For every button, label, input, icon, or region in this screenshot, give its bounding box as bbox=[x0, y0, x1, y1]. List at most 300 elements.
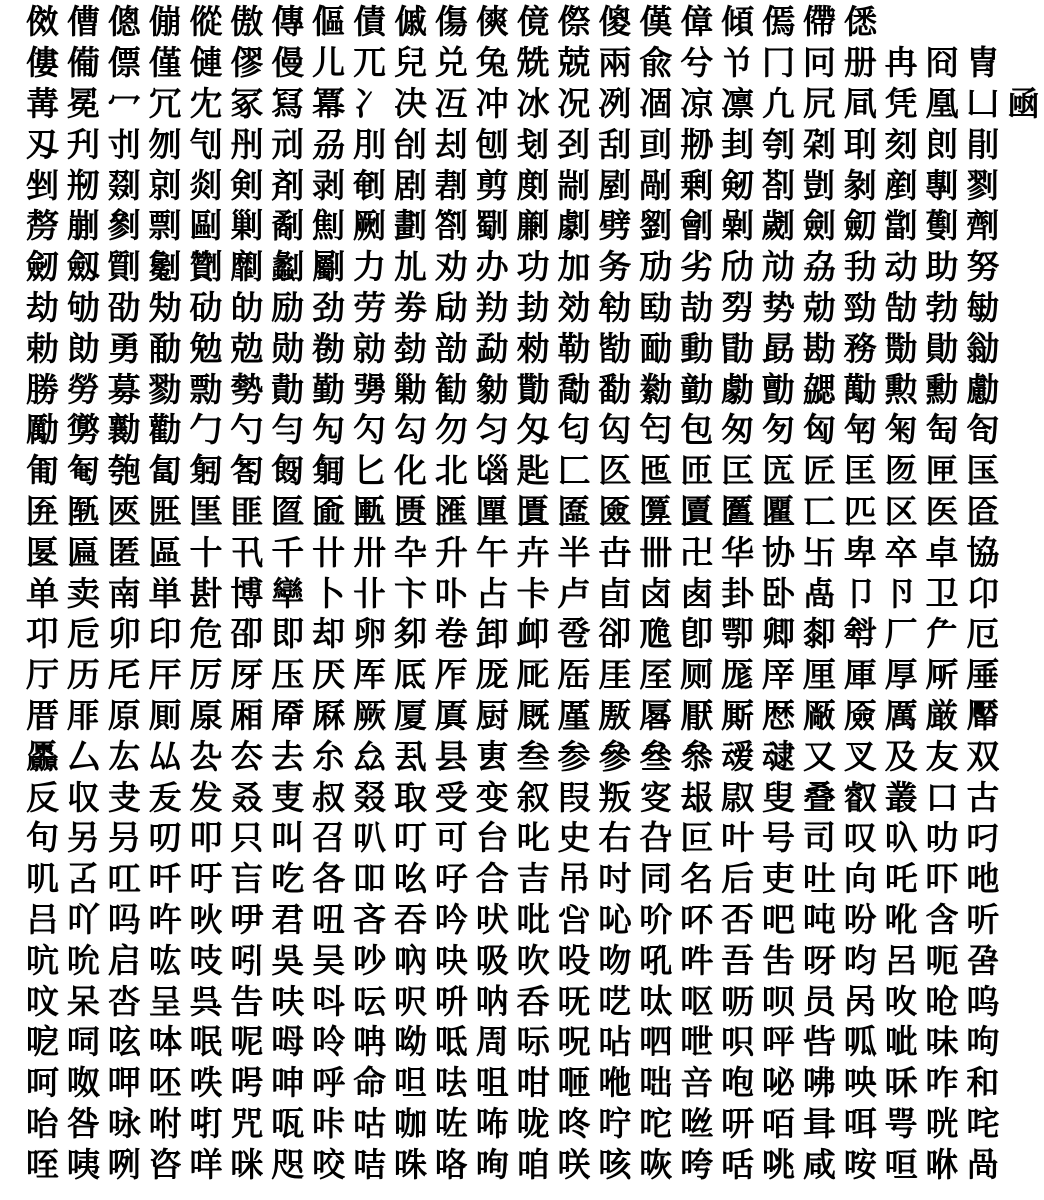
glyph: 匩 bbox=[189, 491, 223, 531]
glyph: 吥 bbox=[680, 899, 714, 939]
glyph: 卖 bbox=[66, 573, 100, 613]
glyph: 劭 bbox=[107, 287, 141, 327]
glyph: 勣 bbox=[271, 369, 305, 409]
glyph: 剉 bbox=[25, 165, 59, 205]
glyph: 厛 bbox=[925, 655, 959, 695]
glyph: 咔 bbox=[312, 1103, 346, 1143]
glyph: 叡 bbox=[843, 777, 877, 817]
glyph: 咜 bbox=[639, 1103, 673, 1143]
glyph: 僇 bbox=[230, 43, 264, 83]
glyph-row bbox=[22, 573, 1000, 614]
glyph: 匥 bbox=[25, 491, 59, 531]
glyph: 刭 bbox=[557, 124, 591, 164]
glyph: 刯 bbox=[639, 124, 673, 164]
glyph: 匟 bbox=[761, 451, 795, 491]
glyph: 凅 bbox=[639, 83, 673, 123]
glyph: 卉 bbox=[516, 532, 550, 572]
glyph: 劗 bbox=[189, 247, 223, 287]
glyph: 咸 bbox=[802, 1144, 836, 1184]
glyph: 匯 bbox=[434, 491, 468, 531]
glyph: 匸 bbox=[802, 491, 836, 531]
glyph: 咭 bbox=[353, 1144, 387, 1184]
glyph: 劒 bbox=[25, 247, 59, 287]
glyph: 周 bbox=[475, 1022, 509, 1062]
glyph: 呸 bbox=[148, 1063, 182, 1103]
glyph: 匄 bbox=[639, 410, 673, 450]
glyph: 卬 bbox=[966, 573, 1000, 613]
glyph: 压 bbox=[271, 655, 305, 695]
glyph: 吗 bbox=[107, 899, 141, 939]
glyph: 匳 bbox=[598, 491, 632, 531]
glyph: 吐 bbox=[802, 859, 836, 899]
glyph: 僄 bbox=[107, 43, 141, 83]
glyph: 勎 bbox=[393, 328, 427, 368]
glyph: 助 bbox=[925, 247, 959, 287]
glyph: 厚 bbox=[884, 655, 918, 695]
glyph: 劸 bbox=[516, 287, 550, 327]
glyph: 呙 bbox=[843, 981, 877, 1021]
glyph: 劆 bbox=[516, 206, 550, 246]
glyph: 卿 bbox=[761, 614, 795, 654]
glyph: 劕 bbox=[107, 247, 141, 287]
glyph: 匠 bbox=[802, 451, 836, 491]
glyph: 咃 bbox=[598, 1063, 632, 1103]
glyph: 咓 bbox=[271, 1103, 305, 1143]
glyph: 咧 bbox=[107, 1144, 141, 1184]
glyph: 厺 bbox=[230, 736, 264, 776]
glyph: 冩 bbox=[271, 83, 305, 123]
glyph: 匃 bbox=[598, 410, 632, 450]
glyph: 傽 bbox=[680, 2, 714, 42]
glyph: 吷 bbox=[434, 940, 468, 980]
glyph: 劅 bbox=[475, 206, 509, 246]
glyph: 厒 bbox=[557, 655, 591, 695]
glyph: 刳 bbox=[761, 124, 795, 164]
glyph: 勤 bbox=[312, 369, 346, 409]
glyph: 咑 bbox=[189, 1103, 223, 1143]
glyph: 刦 bbox=[434, 124, 468, 164]
glyph: 味 bbox=[925, 1022, 959, 1062]
glyph: 咉 bbox=[843, 1063, 877, 1103]
glyph: 咩 bbox=[189, 1144, 223, 1184]
glyph: 厰 bbox=[802, 695, 836, 735]
glyph-row bbox=[22, 777, 1000, 818]
glyph: 厉 bbox=[189, 655, 223, 695]
glyph: 剥 bbox=[312, 165, 346, 205]
glyph: 匾 bbox=[66, 532, 100, 572]
glyph: 厨 bbox=[475, 695, 509, 735]
glyph: 卷 bbox=[434, 614, 468, 654]
glyph: 傯 bbox=[107, 2, 141, 42]
glyph: 吲 bbox=[230, 940, 264, 980]
glyph: 劵 bbox=[393, 287, 427, 327]
glyph: 叾 bbox=[66, 859, 100, 899]
glyph: 吚 bbox=[230, 899, 264, 939]
glyph: 咒 bbox=[230, 1103, 264, 1143]
glyph-row bbox=[22, 1103, 1000, 1145]
glyph: 匡 bbox=[843, 451, 877, 491]
glyph: 咯 bbox=[434, 1144, 468, 1184]
glyph: 凰 bbox=[925, 83, 959, 123]
glyph: 呦 bbox=[393, 1022, 427, 1062]
glyph: 吱 bbox=[189, 940, 223, 980]
glyph: 協 bbox=[966, 532, 1000, 572]
glyph: 咪 bbox=[230, 1144, 264, 1184]
glyph: 咎 bbox=[66, 1103, 100, 1143]
glyph: 参 bbox=[557, 736, 591, 776]
glyph: 刄 bbox=[25, 124, 59, 164]
glyph: 匬 bbox=[312, 491, 346, 531]
glyph: 冪 bbox=[312, 83, 346, 123]
glyph: 呹 bbox=[189, 1063, 223, 1103]
glyph: 叅 bbox=[680, 736, 714, 776]
glyph: 劔 bbox=[66, 247, 100, 287]
glyph-row bbox=[22, 451, 1000, 492]
glyph: 功 bbox=[516, 247, 550, 287]
glyph: 厼 bbox=[312, 736, 346, 776]
glyph-row bbox=[22, 165, 1000, 206]
glyph: 勺 bbox=[230, 410, 264, 450]
glyph: 台 bbox=[475, 818, 509, 858]
glyph: 呛 bbox=[925, 981, 959, 1021]
glyph: 卲 bbox=[230, 614, 264, 654]
glyph: 咦 bbox=[66, 1144, 100, 1184]
glyph: 咁 bbox=[516, 1063, 550, 1103]
glyph: 劫 bbox=[25, 287, 59, 327]
glyph: 吪 bbox=[884, 899, 918, 939]
glyph: 勭 bbox=[680, 369, 714, 409]
glyph: 卅 bbox=[353, 532, 387, 572]
glyph: 劯 bbox=[189, 287, 223, 327]
glyph: 卣 bbox=[598, 573, 632, 613]
glyph: 兑 bbox=[434, 43, 468, 83]
glyph: 兪 bbox=[639, 43, 673, 83]
glyph: 又 bbox=[802, 736, 836, 776]
glyph: 呭 bbox=[680, 1022, 714, 1062]
glyph: 呅 bbox=[25, 981, 59, 1021]
glyph: 勒 bbox=[557, 328, 591, 368]
glyph: 匝 bbox=[680, 451, 714, 491]
glyph: 傹 bbox=[516, 2, 550, 42]
glyph: 呌 bbox=[312, 981, 346, 1021]
glyph: 剷 bbox=[884, 165, 918, 205]
glyph: 剆 bbox=[925, 124, 959, 164]
glyph: 员 bbox=[802, 981, 836, 1021]
glyph: 厧 bbox=[434, 695, 468, 735]
glyph: 勽 bbox=[353, 410, 387, 450]
glyph: 却 bbox=[312, 614, 346, 654]
glyph: 匇 bbox=[761, 410, 795, 450]
glyph: 取 bbox=[393, 777, 427, 817]
glyph: 咖 bbox=[393, 1103, 427, 1143]
glyph: 匀 bbox=[475, 410, 509, 450]
glyph: 勿 bbox=[434, 410, 468, 450]
glyph: 呷 bbox=[107, 1063, 141, 1103]
glyph: 匧 bbox=[107, 491, 141, 531]
glyph: 吝 bbox=[353, 899, 387, 939]
glyph: 呺 bbox=[230, 1063, 264, 1103]
glyph: 厐 bbox=[475, 655, 509, 695]
glyph: 勚 bbox=[884, 328, 918, 368]
glyph: 可 bbox=[434, 818, 468, 858]
glyph: 即 bbox=[271, 614, 305, 654]
glyph: 咈 bbox=[802, 1063, 836, 1103]
glyph: 冉 bbox=[884, 43, 918, 83]
glyph-row bbox=[22, 818, 1000, 859]
glyph: 含 bbox=[925, 899, 959, 939]
glyph: 吸 bbox=[475, 940, 509, 980]
glyph: 吢 bbox=[557, 899, 591, 939]
glyph: 吏 bbox=[761, 859, 795, 899]
glyph: 勧 bbox=[434, 369, 468, 409]
glyph: 傳 bbox=[271, 2, 305, 42]
glyph: 厓 bbox=[598, 655, 632, 695]
glyph: 劚 bbox=[312, 247, 346, 287]
glyph: 務 bbox=[843, 328, 877, 368]
glyph: 呫 bbox=[598, 1022, 632, 1062]
glyph: 卨 bbox=[802, 573, 836, 613]
glyph: 叆 bbox=[721, 736, 755, 776]
glyph: 劖 bbox=[148, 247, 182, 287]
glyph: 叓 bbox=[271, 777, 305, 817]
glyph: 呪 bbox=[557, 1022, 591, 1062]
glyph: 卶 bbox=[393, 614, 427, 654]
glyph: 吂 bbox=[230, 859, 264, 899]
glyph: 咢 bbox=[884, 1103, 918, 1143]
glyph: 僀 bbox=[802, 2, 836, 42]
glyph: 呍 bbox=[353, 981, 387, 1021]
glyph: 叁 bbox=[516, 736, 550, 776]
glyph: 呋 bbox=[271, 981, 305, 1021]
glyph: 厂 bbox=[884, 614, 918, 654]
glyph: 凵 bbox=[966, 83, 1000, 123]
glyph: 匶 bbox=[721, 491, 755, 531]
glyph: 咍 bbox=[25, 1103, 59, 1143]
glyph: 呶 bbox=[66, 1063, 100, 1103]
glyph: 呝 bbox=[25, 1022, 59, 1062]
glyph: 厈 bbox=[148, 655, 182, 695]
glyph: 効 bbox=[557, 287, 591, 327]
glyph: 勮 bbox=[721, 369, 755, 409]
glyph: 勸 bbox=[148, 410, 182, 450]
glyph: 匫 bbox=[271, 491, 305, 531]
glyph: 决 bbox=[393, 83, 427, 123]
glyph-row bbox=[22, 859, 1000, 900]
glyph: 剡 bbox=[189, 165, 223, 205]
glyph: 占 bbox=[475, 573, 509, 613]
glyph: 呚 bbox=[884, 981, 918, 1021]
glyph: 呕 bbox=[680, 981, 714, 1021]
glyph: 吞 bbox=[393, 899, 427, 939]
glyph: 勼 bbox=[312, 410, 346, 450]
glyph: 听 bbox=[966, 899, 1000, 939]
glyph: 剭 bbox=[598, 165, 632, 205]
glyph: 吻 bbox=[598, 940, 632, 980]
glyph: 傮 bbox=[66, 2, 100, 42]
glyph: 冰 bbox=[516, 83, 550, 123]
glyph: 呾 bbox=[393, 1063, 427, 1103]
glyph: 刏 bbox=[189, 124, 223, 164]
glyph: 匿 bbox=[107, 532, 141, 572]
glyph: 厀 bbox=[802, 614, 836, 654]
glyph: 匚 bbox=[557, 451, 591, 491]
glyph: 卤 bbox=[639, 573, 673, 613]
glyph: 勂 bbox=[884, 287, 918, 327]
glyph: 卍 bbox=[680, 532, 714, 572]
glyph: 厝 bbox=[25, 695, 59, 735]
glyph: 呱 bbox=[843, 1022, 877, 1062]
glyph: 劌 bbox=[761, 206, 795, 246]
glyph: 劏 bbox=[884, 206, 918, 246]
glyph: 剠 bbox=[148, 165, 182, 205]
glyph: 劐 bbox=[925, 206, 959, 246]
glyph: 冢 bbox=[230, 83, 264, 123]
glyph: 势 bbox=[761, 287, 795, 327]
glyph: 咙 bbox=[516, 1103, 550, 1143]
glyph: 卡 bbox=[516, 573, 550, 613]
glyph: 勩 bbox=[516, 369, 550, 409]
glyph: 十 bbox=[189, 532, 223, 572]
glyph: 吟 bbox=[434, 899, 468, 939]
glyph: 厗 bbox=[761, 655, 795, 695]
glyph: 劍 bbox=[802, 206, 836, 246]
glyph: 勢 bbox=[230, 369, 264, 409]
glyph: 史 bbox=[557, 818, 591, 858]
glyph: 劲 bbox=[312, 287, 346, 327]
glyph: 吮 bbox=[66, 940, 100, 980]
glyph: 単 bbox=[148, 573, 182, 613]
glyph: 咋 bbox=[925, 1063, 959, 1103]
glyph: 后 bbox=[721, 859, 755, 899]
glyph: 叠 bbox=[802, 777, 836, 817]
glyph: 叻 bbox=[925, 818, 959, 858]
glyph: 呏 bbox=[434, 981, 468, 1021]
glyph: 劇 bbox=[557, 206, 591, 246]
glyph: 厏 bbox=[434, 655, 468, 695]
glyph: 吅 bbox=[353, 859, 387, 899]
glyph: 厣 bbox=[271, 695, 305, 735]
glyph: 傲 bbox=[230, 2, 264, 42]
glyph: 叕 bbox=[353, 777, 387, 817]
glyph: 劘 bbox=[230, 247, 264, 287]
glyph: 千 bbox=[271, 532, 305, 572]
glyph: 咹 bbox=[843, 1144, 877, 1184]
glyph: 僆 bbox=[189, 43, 223, 83]
glyph: 咊 bbox=[884, 1063, 918, 1103]
glyph: 叞 bbox=[721, 777, 755, 817]
glyph: 吓 bbox=[925, 859, 959, 899]
glyph-row bbox=[22, 532, 1000, 573]
glyph: 匱 bbox=[516, 491, 550, 531]
glyph: 勑 bbox=[516, 328, 550, 368]
glyph: 咨 bbox=[148, 1144, 182, 1184]
glyph: 剿 bbox=[230, 206, 264, 246]
glyph: 勪 bbox=[557, 369, 591, 409]
glyph: 勖 bbox=[721, 328, 755, 368]
glyph: 口 bbox=[925, 777, 959, 817]
glyph: 勯 bbox=[761, 369, 795, 409]
glyph: 勁 bbox=[843, 287, 877, 327]
glyph: 僅 bbox=[148, 43, 182, 83]
glyph: 冑 bbox=[966, 43, 1000, 83]
glyph: 儿 bbox=[312, 43, 346, 83]
glyph: 咵 bbox=[680, 1144, 714, 1184]
glyph: 双 bbox=[966, 736, 1000, 776]
glyph: 劽 bbox=[721, 287, 755, 327]
glyph: 匦 bbox=[66, 491, 100, 531]
glyph: 冕 bbox=[66, 83, 100, 123]
glyph: 剻 bbox=[66, 206, 100, 246]
glyph: 召 bbox=[312, 818, 346, 858]
glyph: 匤 bbox=[966, 451, 1000, 491]
glyph: 僁 bbox=[843, 2, 877, 42]
glyph: 卾 bbox=[721, 614, 755, 654]
glyph: 叛 bbox=[598, 777, 632, 817]
glyph: 兀 bbox=[353, 43, 387, 83]
glyph: 吰 bbox=[148, 940, 182, 980]
glyph: 务 bbox=[598, 247, 632, 287]
glyph: 叀 bbox=[475, 736, 509, 776]
glyph: 剹 bbox=[966, 165, 1000, 205]
glyph: 呥 bbox=[353, 1022, 387, 1062]
glyph: 卫 bbox=[925, 573, 959, 613]
glyph-row bbox=[22, 410, 1000, 451]
glyph: 勌 bbox=[312, 328, 346, 368]
glyph: 咚 bbox=[557, 1103, 591, 1143]
glyph: 叵 bbox=[680, 818, 714, 858]
glyph: 呮 bbox=[721, 1022, 755, 1062]
glyph: 匹 bbox=[843, 491, 877, 531]
glyph: 傾 bbox=[721, 2, 755, 42]
glyph: 呩 bbox=[516, 1022, 550, 1062]
glyph: 呡 bbox=[189, 1022, 223, 1062]
glyph: 合 bbox=[475, 859, 509, 899]
glyph: 勨 bbox=[475, 369, 509, 409]
glyph: 厹 bbox=[189, 736, 223, 776]
glyph-row bbox=[22, 1022, 1000, 1063]
glyph: 卸 bbox=[475, 614, 509, 654]
glyph: 司 bbox=[802, 818, 836, 858]
glyph: 匎 bbox=[66, 451, 100, 491]
glyph: 否 bbox=[721, 899, 755, 939]
glyph: 劧 bbox=[843, 247, 877, 287]
glyph: 勄 bbox=[966, 287, 1000, 327]
glyph: 卥 bbox=[680, 573, 714, 613]
glyph: 努 bbox=[966, 247, 1000, 287]
glyph: 傰 bbox=[148, 2, 182, 42]
glyph: 吣 bbox=[598, 899, 632, 939]
glyph: 叫 bbox=[271, 818, 305, 858]
glyph-row bbox=[22, 206, 1000, 247]
glyph: 厜 bbox=[966, 655, 1000, 695]
glyph: 劂 bbox=[353, 206, 387, 246]
glyph-row bbox=[22, 83, 1041, 125]
glyph-row bbox=[22, 655, 1000, 696]
glyph: 冲 bbox=[475, 83, 509, 123]
glyph: 剼 bbox=[107, 206, 141, 246]
glyph: 剟 bbox=[107, 165, 141, 205]
glyph: 北 bbox=[434, 451, 468, 491]
glyph: 厔 bbox=[639, 655, 673, 695]
glyph: 吤 bbox=[639, 899, 673, 939]
glyph: 吊 bbox=[557, 859, 591, 899]
glyph: 呻 bbox=[271, 1063, 305, 1103]
glyph: 呯 bbox=[761, 1022, 795, 1062]
glyph: 劊 bbox=[680, 206, 714, 246]
glyph: 叏 bbox=[107, 777, 141, 817]
glyph: 冽 bbox=[598, 83, 632, 123]
glyph: 刱 bbox=[680, 124, 714, 164]
